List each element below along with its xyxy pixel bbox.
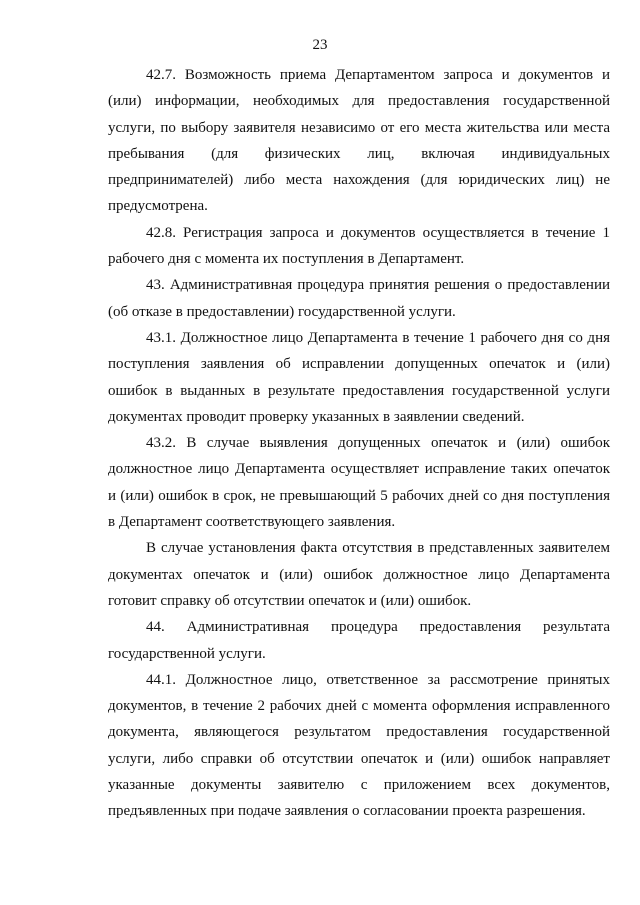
document-body	[108, 62, 610, 825]
paragraph-line: государственной услуги.	[108, 645, 266, 662]
page-number: 23	[312, 37, 328, 53]
paragraph-line: (или) информации, необходимых для предоставления государственной	[108, 93, 610, 110]
paragraph-line: 43.2. В случае выявления допущенных опечаток и (или) ошибок	[146, 435, 610, 452]
paragraph-line: 43.1. Должностное лицо Департамента в течение 1 рабочего дня со дня	[146, 329, 610, 346]
paragraph-line: В случае установления факта отсутствия в представленных заявителем	[146, 540, 610, 557]
paragraph-line: услуги, по выбору заявителя независимо от его места жительства или места	[108, 119, 610, 136]
paragraph	[108, 62, 610, 220]
paragraph-line: предусмотрена.	[108, 198, 208, 215]
paragraph-line: должностное лицо Департамента осуществляет исправление таких опечаток	[108, 461, 610, 478]
paragraph-line: и (или) ошибок в срок, не превышающий 5 рабочих дней со дня поступления	[108, 487, 610, 504]
paragraph-line: в Департамент соответствующего заявления.	[108, 514, 396, 531]
paragraph-line: 43. Административная процедура принятия решения о предоставлении	[146, 277, 610, 294]
paragraph	[108, 430, 610, 535]
paragraph	[108, 220, 610, 273]
paragraph-line: (об отказе в предоставлении) государственной услуги.	[108, 303, 456, 320]
paragraph-line: 42.7. Возможность приема Департаментом запроса и документов и	[146, 67, 610, 83]
paragraph	[108, 614, 610, 667]
paragraph-line: предпринимателей) либо места нахождения (для юридических лиц) не	[108, 172, 610, 189]
paragraph	[108, 667, 610, 825]
paragraph-line: 44. Административная процедура предоставления результата	[146, 619, 610, 636]
paragraph	[108, 272, 610, 325]
paragraph-line: документах проводит проверку указанных в заявлении сведений.	[108, 408, 525, 425]
paragraph-line: услуги, либо справки об отсутствии опечаток и (или) ошибок направляет	[108, 750, 610, 767]
paragraph-line: документа, являющегося результатом предоставления государственной	[108, 724, 610, 741]
paragraph-line: указанные документы заявителю с приложением всех документов,	[108, 777, 610, 794]
paragraph	[108, 325, 610, 430]
paragraph-line: ошибок в выданных в результате предоставления государственной услуги	[108, 382, 610, 399]
paragraph-line: 44.1. Должностное лицо, ответственное за рассмотрение принятых	[146, 671, 610, 688]
paragraph-line: документов, в течение 2 рабочих дней с момента оформления исправленного	[108, 698, 610, 715]
paragraph-line: поступления заявления об исправлении допущенных опечаток и (или)	[108, 356, 610, 373]
paragraph-line: готовит справку об отсутствии опечаток и (или) ошибок.	[108, 592, 472, 609]
paragraph-line: документах опечаток и (или) ошибок должностное лицо Департамента	[108, 566, 610, 583]
paragraph-line: предъявленных при подаче заявления о согласовании проекта разрешения.	[108, 803, 586, 820]
paragraph-line: пребывания (для физических лиц, включая индивидуальных	[108, 145, 610, 162]
paragraph	[108, 535, 610, 614]
paragraph-line: 42.8. Регистрация запроса и документов осуществляется в течение 1	[146, 224, 610, 241]
paragraph-line: рабочего дня с момента их поступления в Департамент.	[108, 251, 465, 268]
